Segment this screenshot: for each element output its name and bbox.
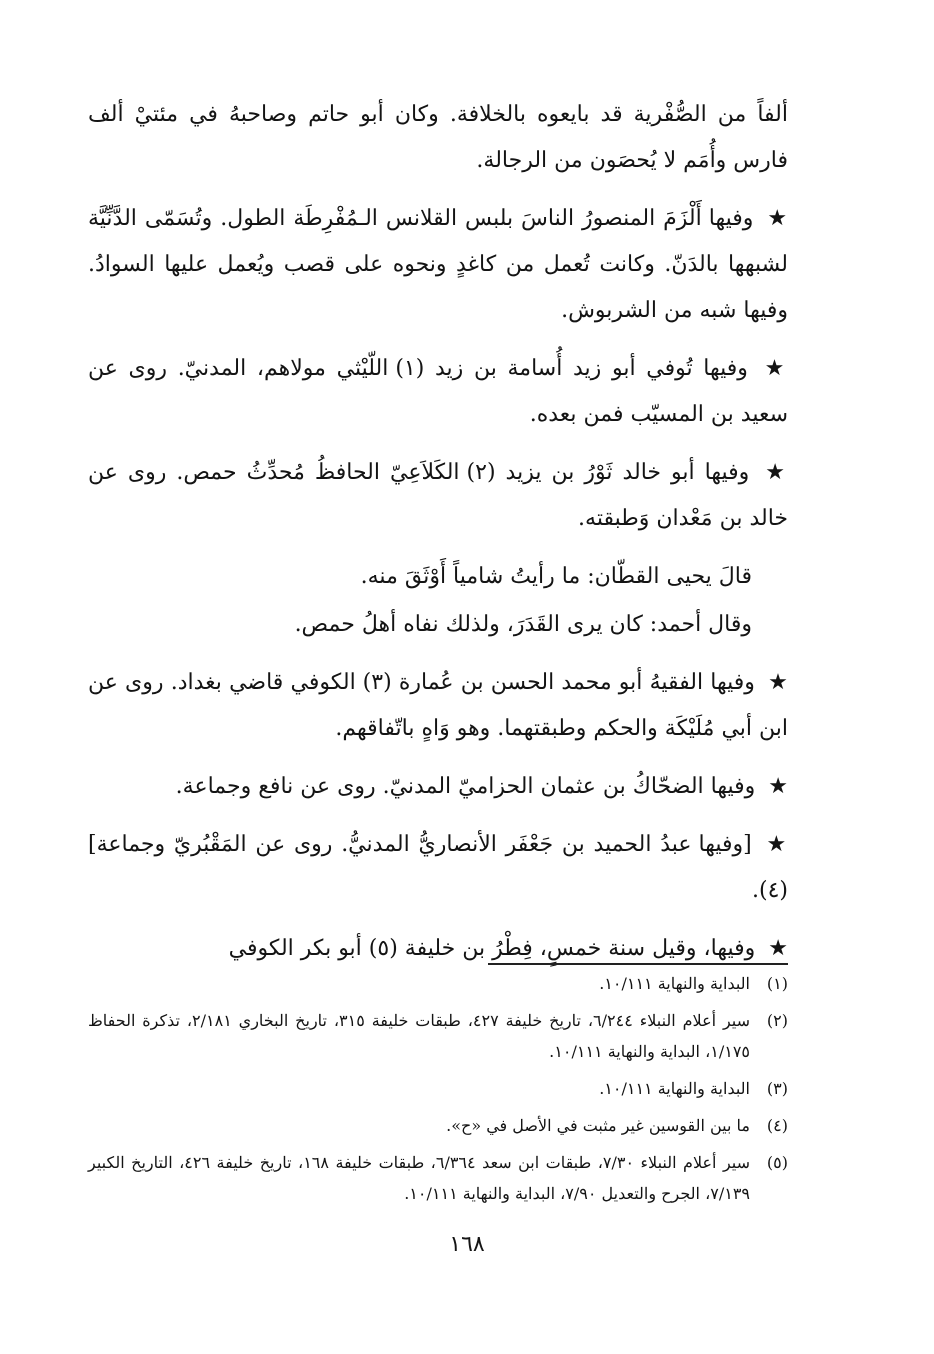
paragraph-7 [88, 822, 788, 914]
footnote-text: سير أعلام النبلاء ٦/٢٤٤، تاريخ خليفة ٤٢٧، طبقات خليفة ٣١٥، تاريخ البخاري ٢/١٨١، تذكرة الحفاظ ١/١٧٥، البداية والنهاية ١٠/١١١. [88, 1011, 751, 1061]
star-icon: ★ [768, 774, 788, 799]
paragraph-4 [88, 450, 788, 542]
footnotes [88, 968, 788, 1215]
paragraph-text: ألفاً من الصُّفْرية قد بايعوه بالخلافة. وكان أبو حاتم وصاحبهُ في مئتيْ ألف فارس وأُمَم لا يُحصَون من الرجالة. [88, 102, 788, 173]
footnote-1 [88, 968, 788, 999]
star-icon: ★ [765, 460, 788, 485]
paragraph-3 [88, 346, 788, 438]
paragraph-1 [88, 92, 788, 184]
footnote-number: (٤) [766, 1116, 788, 1135]
main-text [88, 92, 788, 984]
footnote-number: (٥) [766, 1153, 788, 1172]
footnote-text: البداية والنهاية ١٠/١١١. [599, 1079, 750, 1098]
star-icon: ★ [767, 206, 788, 231]
paragraph-6 [88, 764, 788, 810]
star-icon: ★ [768, 670, 789, 695]
footnote-number: (٣) [766, 1079, 788, 1098]
footnote-text: البداية والنهاية ١٠/١١١. [599, 974, 750, 993]
footnote-number: (١) [766, 974, 788, 993]
footnote-number: (٢) [766, 1011, 788, 1030]
footnote-5 [88, 1147, 788, 1209]
paragraph-text: وفيها أَلْزَمَ المنصورُ الناسَ بلبس القلانس الـمُفْرِطَة الطول. وتُسَمّى الدَّنِّيَّة لشبهها بالدَنّ. وكانت تُعمل من كاغدٍ ونحوه على قصب ويُعمل عليها السوادُ. وفيها شبه من الشربوش. [88, 206, 788, 323]
footnote-separator [488, 963, 788, 965]
quote-1 [88, 554, 788, 600]
paragraph-text: وفيها الفقيهُ أبو محمد الحسن بن عُمارة (٣) الكوفي قاضي بغداد. روى عن ابن أبي مُلَيْكَة والحكم وطبقتهما. وهو وَاهٍ باتّفاقهم. [88, 670, 788, 741]
star-icon: ★ [766, 832, 788, 857]
page-number: ١٦٨ [449, 1232, 485, 1257]
paragraph-5 [88, 660, 788, 752]
footnote-text: ما بين القوسين غير مثبت في الأصل في «ح». [446, 1116, 750, 1135]
quote-text: وقال أحمد: كان يرى القَدَرَ، ولذلك نفاه أهلُ حمص. [294, 612, 752, 637]
paragraph-text: وفيها أبو خالد ثَوْرُ بن يزيد (٢) الكَلاَعِيّ الحافظُ مُحدِّثُ حمص. روى عن خالد بن مَعْدان وَطبقته. [88, 460, 788, 531]
paragraph-2 [88, 196, 788, 334]
paragraph-text: وفيها الضحّاكُ بن عثمان الحزاميّ المدنيّ. روى عن نافع وجماعة. [175, 774, 756, 799]
paragraph-8 [88, 926, 788, 972]
paragraph-text: وفيها تُوفي أبو زيد أُسامة بن زيد (١) اللّيْثي مولاهم، المدنيّ. روى عن سعيد بن المسيّب فمن بعده. [88, 356, 788, 427]
footnote-3 [88, 1073, 788, 1104]
paragraph-text: وفيها، وقيل سنة خمسٍ، فِطْرُ بن خليفة (٥) أبو بكر الكوفي [228, 936, 756, 961]
footnote-2 [88, 1005, 788, 1067]
quote-2 [88, 602, 788, 648]
paragraph-text: [وفيها عبدُ الحميد بن جَعْفَر الأنصاريُّ المدنيُّ. روى عن المَقْبُريّ وجماعة] (٤). [88, 832, 788, 903]
star-icon: ★ [768, 936, 788, 961]
star-icon: ★ [764, 356, 788, 381]
footnote-4 [88, 1110, 788, 1141]
footnote-text: سير أعلام النبلاء ٧/٣٠، طبقات ابن سعد ٦/٣٦٤، طبقات خليفة ١٦٨، تاريخ خليفة ٤٢٦، التاريخ الكبير ٧/١٣٩، الجرح والتعديل ٧/٩٠، البداية والنهاية ١٠/١١١. [88, 1153, 751, 1203]
quote-text: قالَ يحيى القطّان: ما رأيتُ شامياً أَوْثَقَ منه. [360, 564, 752, 589]
